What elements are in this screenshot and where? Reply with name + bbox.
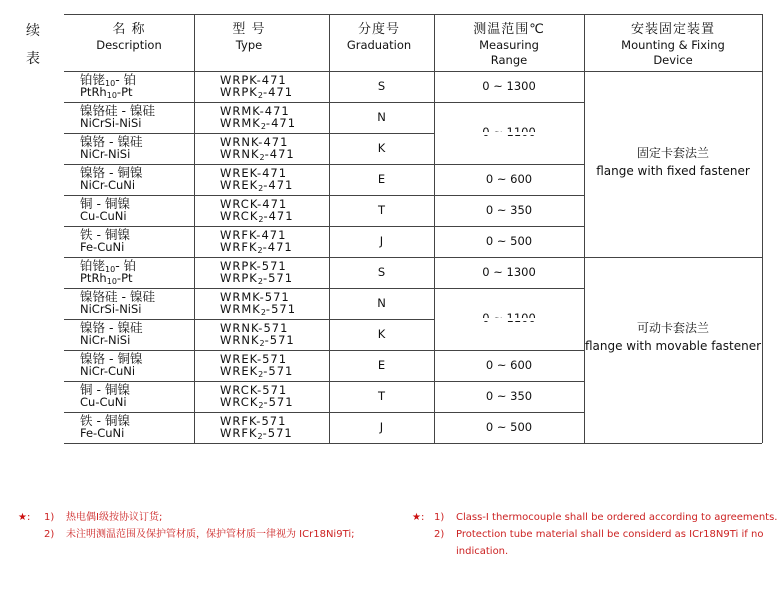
desc-zh-text: 铁 - 铜镍 bbox=[80, 227, 130, 242]
table-row bbox=[64, 71, 762, 102]
type-code-2-text: WREK bbox=[220, 178, 259, 192]
type-code-2-tail: -471 bbox=[263, 209, 294, 223]
desc-en bbox=[80, 241, 124, 254]
desc-en bbox=[80, 303, 142, 316]
type-code-2-tail: -571 bbox=[264, 333, 295, 347]
rule-header bbox=[64, 71, 762, 72]
type-code-2 bbox=[220, 396, 294, 412]
type-code-2-text: WRCK bbox=[220, 209, 259, 223]
rule-row bbox=[64, 226, 584, 227]
measuring-range: 0 ~ 350 bbox=[485, 202, 533, 217]
mounting-movable-en: flange with movable fastener bbox=[584, 339, 762, 353]
type-code-2-tail: -471 bbox=[263, 178, 294, 192]
mounting-fixed bbox=[584, 144, 762, 180]
type-code-2-text: WRNK bbox=[220, 333, 260, 347]
desc-zh-tail: - 铂 bbox=[115, 72, 137, 87]
type-code-2 bbox=[220, 365, 293, 381]
type-code-2-sub: 2 bbox=[258, 215, 264, 224]
note-en-2: Protection tube material shall be considerd as ICr18N9Ti if no indication. bbox=[456, 529, 764, 557]
type-code-1-text: WRNK-571 bbox=[220, 321, 289, 335]
graduation: T bbox=[377, 203, 386, 217]
desc-en bbox=[80, 86, 133, 102]
table-row bbox=[64, 257, 762, 288]
type-code-2-tail: -471 bbox=[262, 85, 294, 99]
header-range-en1: Measuring bbox=[479, 38, 539, 52]
type-code-2-sub: 2 bbox=[258, 370, 264, 379]
type-code-2-sub: 2 bbox=[257, 91, 263, 100]
type-code-2-text: WRMK bbox=[220, 116, 261, 130]
graduation: N bbox=[377, 110, 386, 124]
table-row bbox=[64, 412, 762, 443]
continued-label-2: 表 bbox=[26, 51, 40, 67]
desc-zh-text: 镍铬硅 - 镍硅 bbox=[80, 103, 155, 118]
graduation: J bbox=[379, 234, 384, 248]
type-code-2-tail: -571 bbox=[262, 426, 293, 440]
type-code-1-text: WRPK-471 bbox=[220, 73, 287, 87]
desc-zh-text: 铁 - 铜镍 bbox=[80, 413, 130, 428]
desc-en bbox=[80, 272, 133, 288]
desc-zh-text: 镍铬 - 铜镍 bbox=[80, 165, 143, 180]
desc-zh-text: 镍铬 - 镍硅 bbox=[80, 134, 143, 149]
desc-zh-tail: - 铂 bbox=[115, 258, 137, 273]
type-code-2-text: WRPK bbox=[220, 271, 258, 285]
table-row bbox=[64, 381, 762, 412]
type-code-1-text: WREK-471 bbox=[220, 166, 288, 180]
mounting-movable bbox=[584, 319, 762, 355]
type-code-2-sub: 2 bbox=[260, 122, 266, 131]
star-icon: ★: bbox=[18, 512, 31, 523]
graduation: E bbox=[377, 172, 386, 186]
desc-en bbox=[80, 396, 127, 409]
type-code-2 bbox=[220, 179, 293, 195]
graduation: S bbox=[377, 79, 386, 93]
desc-zh-text: 铜 - 铜镍 bbox=[80, 382, 130, 397]
table-row bbox=[64, 226, 762, 257]
rule-row bbox=[64, 288, 584, 289]
desc-en-text: PtRh bbox=[80, 85, 107, 99]
header-range-zh: 测温范围℃ bbox=[473, 22, 545, 37]
table-row bbox=[64, 195, 762, 226]
desc-zh-text: 镍铬 - 镍硅 bbox=[80, 320, 143, 335]
desc-en-text: Cu-CuNi bbox=[80, 209, 127, 223]
type-code-2 bbox=[220, 303, 296, 319]
header-type-zh: 型 号 bbox=[232, 22, 266, 37]
graduation: K bbox=[377, 141, 386, 155]
type-code-2-tail: -571 bbox=[263, 395, 294, 409]
desc-en bbox=[80, 148, 130, 161]
type-code-2-sub: 2 bbox=[259, 339, 265, 348]
type-code-2 bbox=[220, 117, 296, 133]
desc-en-tail: -Pt bbox=[116, 271, 133, 285]
desc-en bbox=[80, 334, 130, 347]
desc-en bbox=[80, 210, 127, 223]
rule-col bbox=[584, 14, 585, 443]
type-code-2-text: WRFK bbox=[220, 240, 258, 254]
type-code-1-text: WRMK-571 bbox=[220, 290, 290, 304]
measuring-range: 0 ~ 600 bbox=[485, 357, 533, 372]
rule-row bbox=[64, 195, 584, 196]
continued-label-1: 续 bbox=[26, 23, 40, 39]
type-code-2-tail: -471 bbox=[265, 116, 297, 130]
header-desc-zh: 名 称 bbox=[112, 22, 146, 37]
type-code-1-text: WRMK-471 bbox=[220, 104, 290, 118]
desc-en-text: Fe-CuNi bbox=[80, 240, 125, 254]
measuring-range: 0 ~ 350 bbox=[485, 388, 533, 403]
mounting-fixed-zh: 固定卡套法兰 bbox=[636, 146, 709, 160]
measuring-range: 0 ~ 1300 bbox=[482, 264, 536, 279]
desc-zh-text: 镍铬硅 - 镍硅 bbox=[80, 289, 155, 304]
desc-en-text: Fe-CuNi bbox=[80, 426, 125, 440]
type-code-2 bbox=[220, 148, 295, 164]
graduation: E bbox=[377, 358, 386, 372]
desc-en-text: Cu-CuNi bbox=[80, 395, 127, 409]
rule-row bbox=[64, 257, 762, 258]
measuring-range: 0 ~ 600 bbox=[485, 171, 533, 186]
desc-en bbox=[80, 365, 135, 378]
desc-en-sub: 10 bbox=[106, 277, 117, 286]
type-code-1-text: WRCK-571 bbox=[220, 383, 288, 397]
header-type-en: Type bbox=[235, 38, 263, 52]
header-range-en2: Range bbox=[490, 53, 528, 67]
desc-zh-text: 铂铑 bbox=[80, 72, 106, 87]
type-code-2-text: WRMK bbox=[220, 302, 261, 316]
rule-top bbox=[64, 14, 762, 15]
rule-row bbox=[64, 412, 584, 413]
measuring-range: 0 ~ 1300 bbox=[482, 78, 536, 93]
type-code-2-text: WRFK bbox=[220, 426, 258, 440]
type-code-2-tail: -471 bbox=[264, 147, 295, 161]
header-grad-zh: 分度号 bbox=[357, 22, 400, 37]
graduation: S bbox=[377, 265, 386, 279]
graduation: N bbox=[377, 296, 386, 310]
table-row bbox=[64, 288, 762, 319]
table-row bbox=[64, 102, 762, 133]
type-code-1-text: WRPK-571 bbox=[220, 259, 287, 273]
type-code-2-text: WREK bbox=[220, 364, 259, 378]
graduation: K bbox=[377, 327, 386, 341]
rule-row bbox=[64, 381, 584, 382]
merge-cover bbox=[435, 318, 584, 321]
note-zh-2-num: 2) bbox=[44, 529, 55, 540]
rule-col bbox=[762, 14, 763, 443]
desc-en bbox=[80, 427, 124, 440]
rule-col bbox=[329, 14, 330, 443]
header-mount-zh: 安装固定装置 bbox=[630, 22, 715, 37]
desc-zh-sub: 10 bbox=[105, 265, 116, 274]
desc-en-text: NiCrSi-NiSi bbox=[80, 116, 142, 130]
type-code-1-text: WRNK-471 bbox=[220, 135, 289, 149]
star-icon: ★: bbox=[412, 512, 425, 523]
note-en-2-num: 2) bbox=[434, 529, 445, 540]
mounting-fixed-en: flange with fixed fastener bbox=[596, 164, 750, 178]
measuring-range: 0 ~ 500 bbox=[485, 419, 533, 434]
type-code-2-sub: 2 bbox=[257, 246, 263, 255]
type-code-1-text: WRFK-471 bbox=[220, 228, 287, 242]
merge-cover bbox=[435, 132, 584, 135]
desc-en bbox=[80, 117, 142, 130]
type-code-2-tail: -571 bbox=[265, 302, 297, 316]
type-code-2-text: WRCK bbox=[220, 395, 259, 409]
type-code-2 bbox=[220, 272, 293, 288]
note-zh-2: 未注明测温范围及保护管材质，保护管材质一律视为 ICr18Ni9Ti; bbox=[66, 529, 355, 540]
type-code-2 bbox=[220, 427, 293, 443]
rule-row bbox=[64, 350, 584, 351]
measuring-range: 0 ~ 500 bbox=[485, 233, 533, 248]
header-mount-en1: Mounting & Fixing bbox=[621, 38, 725, 52]
type-code-2 bbox=[220, 86, 293, 102]
rule-row bbox=[64, 164, 584, 165]
desc-en-text: NiCr-NiSi bbox=[80, 147, 131, 161]
desc-en-sub: 10 bbox=[106, 91, 117, 100]
rule-row bbox=[64, 102, 584, 103]
rule-bottom bbox=[64, 443, 762, 444]
type-code-2 bbox=[220, 241, 293, 257]
mounting-movable-zh: 可动卡套法兰 bbox=[636, 321, 709, 335]
type-code-2-sub: 2 bbox=[258, 401, 264, 410]
desc-en-text: NiCr-NiSi bbox=[80, 333, 131, 347]
graduation: J bbox=[379, 420, 384, 434]
header-grad-en: Graduation bbox=[346, 38, 412, 52]
type-code-2-tail: -571 bbox=[263, 364, 294, 378]
type-code-2-sub: 2 bbox=[260, 308, 266, 317]
desc-zh-text: 镍铬 - 铜镍 bbox=[80, 351, 143, 366]
desc-en bbox=[80, 179, 135, 192]
desc-en-text: PtRh bbox=[80, 271, 107, 285]
header-mount-en2: Device bbox=[653, 53, 693, 67]
graduation: T bbox=[377, 389, 386, 403]
rule-col bbox=[194, 14, 195, 443]
desc-en-text: NiCr-CuNi bbox=[80, 364, 136, 378]
type-code-2-sub: 2 bbox=[258, 184, 264, 193]
type-code-2-sub: 2 bbox=[257, 432, 263, 441]
desc-zh-text: 铂铑 bbox=[80, 258, 106, 273]
desc-en-tail: -Pt bbox=[116, 85, 133, 99]
type-code-2-tail: -471 bbox=[262, 240, 293, 254]
type-code-2 bbox=[220, 210, 294, 226]
desc-en-text: NiCr-CuNi bbox=[80, 178, 136, 192]
type-code-2-text: WRNK bbox=[220, 147, 260, 161]
type-code-2-text: WRPK bbox=[220, 85, 258, 99]
rule-col bbox=[434, 14, 435, 443]
type-code-1-text: WRCK-471 bbox=[220, 197, 288, 211]
note-zh-1: 热电偶Ⅰ级按协议订货; bbox=[66, 512, 163, 523]
desc-zh-sub: 10 bbox=[105, 79, 116, 88]
type-code-2-tail: -571 bbox=[262, 271, 294, 285]
note-en-1-num: 1) bbox=[434, 512, 445, 523]
type-code-2 bbox=[220, 334, 295, 350]
type-code-1-text: WREK-571 bbox=[220, 352, 288, 366]
desc-zh-text: 铜 - 铜镍 bbox=[80, 196, 130, 211]
note-en-1: Class-Ⅰ thermocouple shall be ordered according to agreements. bbox=[456, 512, 778, 523]
type-code-2-sub: 2 bbox=[257, 277, 263, 286]
desc-en-text: NiCrSi-NiSi bbox=[80, 302, 142, 316]
note-zh-1-num: 1) bbox=[44, 512, 55, 523]
type-code-1-text: WRFK-571 bbox=[220, 414, 287, 428]
type-code-2-sub: 2 bbox=[259, 153, 265, 162]
header-desc-en: Description bbox=[96, 38, 162, 52]
